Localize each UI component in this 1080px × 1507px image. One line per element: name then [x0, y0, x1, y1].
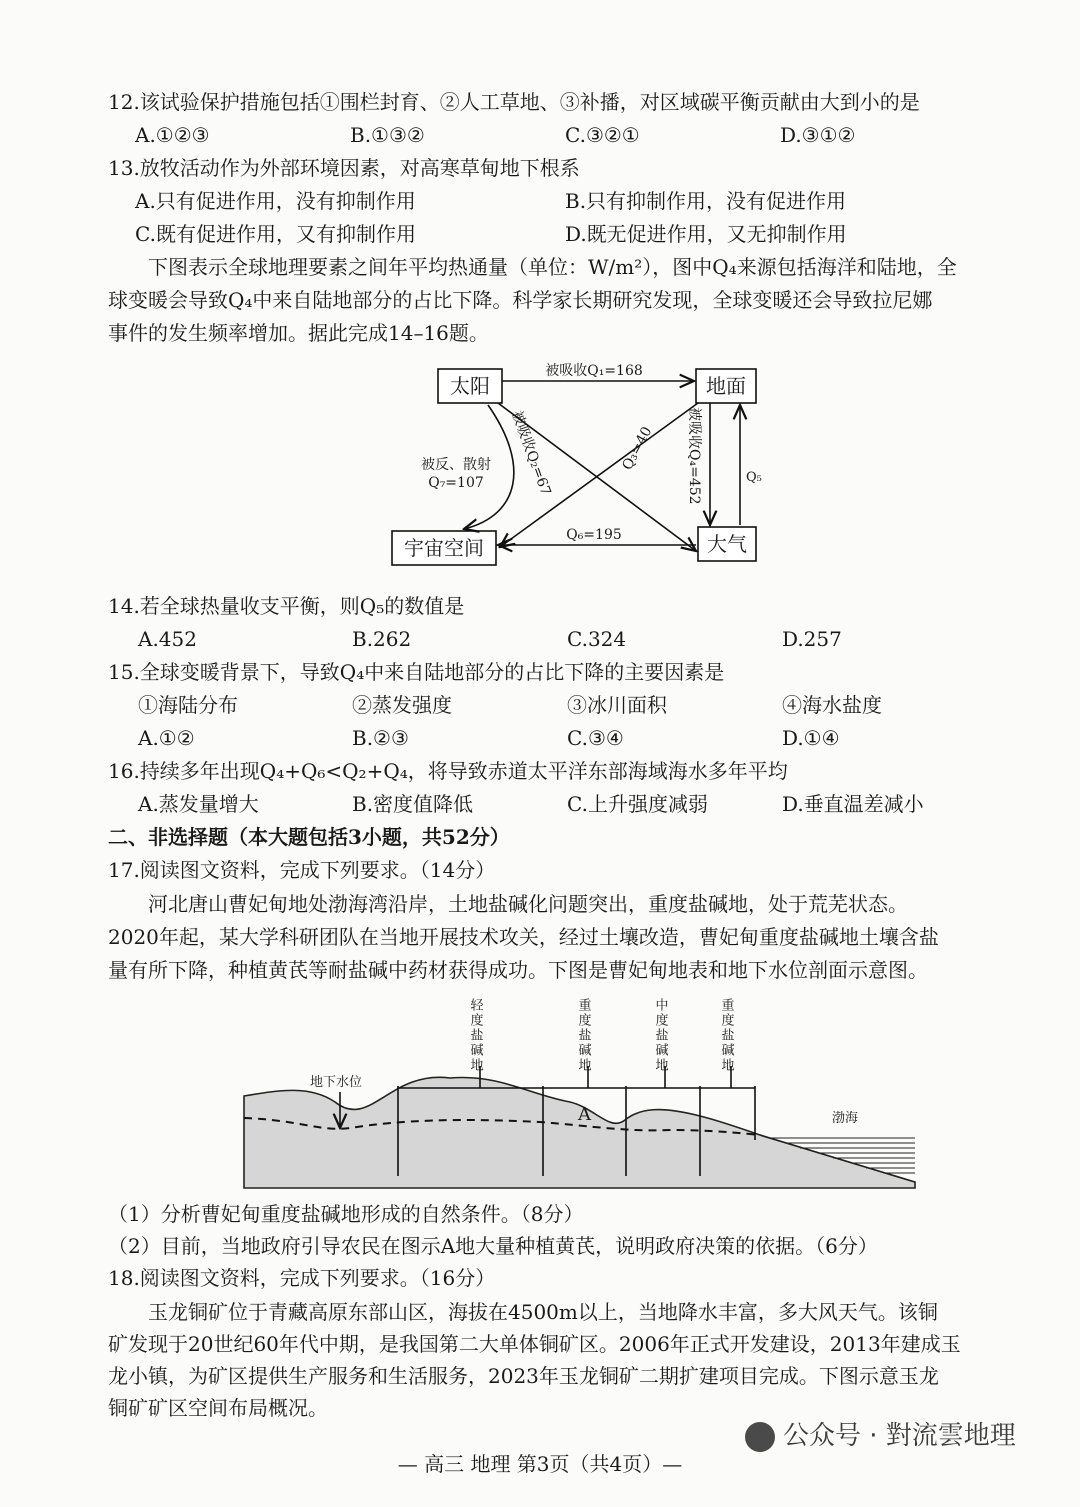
ground-label: 地面 [706, 374, 746, 398]
q18-para-2: 矿发现于20世纪60年代中期，是我国第二大单体铜矿区。2006年正式开发建设，2013年建成玉 [108, 1332, 961, 1356]
q13-option-c: C.既有促进作用，又有抑制作用 [135, 222, 416, 246]
q17-para-2: 2020年起，某大学科研团队在当地开展技术攻关，经过土壤改造，曹妃甸重度盐碱地土壤含盐 [108, 925, 939, 949]
q16-option-c: C.上升强度减弱 [567, 792, 708, 816]
intro-line-1: 下图表示全球地理要素之间年平均热通量（单位：W/m²），图中Q₄来源包括海洋和陆地，全 [148, 255, 957, 279]
groundwater-profile-diagram [240, 990, 920, 1190]
q12-option-d: D.③①② [780, 123, 856, 147]
q12-stem: 12.该试验保护措施包括①围栏封育、②人工草地、③补播，对区域碳平衡贡献由大到小的是 [108, 90, 920, 114]
q17-stem: 17.阅读图文资料，完成下列要求。（14分） [108, 858, 496, 882]
q13-option-d: D.既无促进作用，又无抑制作用 [565, 222, 847, 246]
watermark [745, 1415, 1016, 1452]
q15-option-a: A.①② [138, 726, 195, 750]
heat-flux-diagram [380, 355, 780, 575]
q15-factor-2: ②蒸发强度 [352, 693, 452, 717]
section-heading: 二、非选择题（本大题包括3小题，共52分） [108, 825, 510, 849]
q15-factor-4: ④海水盐度 [782, 693, 882, 717]
q3-label: Q₃=40 [619, 424, 656, 473]
q14-option-c: C.324 [567, 627, 627, 651]
q5-label: Q₅ [746, 470, 762, 485]
label-heavy-saline-2: 重度盐碱地 [718, 998, 734, 1073]
q15-factor-1: ①海陆分布 [138, 693, 238, 717]
label-medium-saline: 中度盐碱地 [652, 998, 668, 1073]
q2-label: 被吸收Q₂=67 [508, 408, 554, 498]
q16-option-d: D.垂直温差减小 [782, 792, 924, 816]
q12-option-a: A.①②③ [135, 123, 210, 147]
q17-para-1: 河北唐山曹妃甸地处渤海湾沿岸，土地盐碱化问题突出，重度盐碱地，处于荒芜状态。 [148, 892, 908, 916]
label-light-saline: 轻度盐碱地 [467, 998, 483, 1073]
q16-option-b: B.密度值降低 [352, 792, 474, 816]
q14-stem: 14.若全球热量收支平衡，则Q₅的数值是 [108, 594, 465, 618]
q7-label-line2: Q₇=107 [428, 475, 484, 491]
q12-option-c: C.③②① [565, 123, 640, 147]
q17-sub-2: （2）目前，当地政府引导农民在图示A地大量种植黄芪，说明政府决策的依据。（6分） [108, 1234, 878, 1258]
q13-option-b: B.只有抑制作用，没有促进作用 [565, 189, 847, 213]
q14-option-b: B.262 [352, 627, 412, 651]
sun-label: 太阳 [450, 374, 490, 398]
q1-label: 被吸收Q₁=168 [545, 363, 643, 379]
space-label: 宇宙空间 [404, 536, 484, 560]
q7-label-line1: 被反、散射 [421, 457, 491, 473]
q15-option-d: D.①④ [782, 726, 840, 750]
point-a-label: A [578, 1104, 591, 1125]
q13-stem: 13.放牧活动作为外部环境因素，对高寒草甸地下根系 [108, 156, 580, 180]
page-footer: — 高三 地理 第3页（共4页）— [397, 1452, 683, 1476]
q16-stem: 16.持续多年出现Q₄+Q₆<Q₂+Q₄，将导致赤道太平洋东部海域海水多年平均 [108, 759, 788, 783]
q18-stem: 18.阅读图文资料，完成下列要求。（16分） [108, 1266, 496, 1290]
q13-option-a: A.只有促进作用，没有抑制作用 [135, 189, 416, 213]
atmosphere-label: 大气 [707, 532, 747, 556]
label-heavy-saline-1: 重度盐碱地 [575, 998, 591, 1073]
q17-para-3: 量有所下降，种植黄芪等耐盐碱中药材获得成功。下图是曹妃甸地表和地下水位剖面示意图。 [108, 958, 928, 982]
q15-factor-3: ③冰川面积 [567, 693, 667, 717]
q14-option-d: D.257 [782, 627, 842, 651]
wechat-logo-icon [745, 1422, 775, 1452]
q14-option-a: A.452 [138, 627, 197, 651]
q15-stem: 15.全球变暖背景下，导致Q₄中来自陆地部分的占比下降的主要因素是 [108, 660, 725, 684]
q15-option-c: C.③④ [567, 726, 624, 750]
q16-option-a: A.蒸发量增大 [138, 792, 259, 816]
q15-option-b: B.②③ [352, 726, 409, 750]
q17-sub-1: （1）分析曹妃甸重度盐碱地形成的自然条件。（8分） [108, 1202, 584, 1226]
watermark-text: 公众号 · 對流雲地理 [783, 1421, 1016, 1451]
q18-para-3: 龙小镇，为矿区提供生产服务和生活服务，2023年玉龙铜矿二期扩建项目完成。下图示意玉龙 [108, 1364, 939, 1388]
intro-line-2: 球变暖会导致Q₄中来自陆地部分的占比下降。科学家长期研究发现，全球变暖还会导致拉尼娜 [108, 288, 933, 312]
q4-label: 被吸收Q₄=452 [686, 407, 702, 505]
groundwater-label: 地下水位 [310, 1075, 363, 1090]
q6-label: Q₆=195 [566, 527, 622, 543]
q18-para-1: 玉龙铜矿位于青藏高原东部山区，海拔在4500m以上，当地降水丰富，多大风天气。该铜 [148, 1300, 938, 1324]
ground-surface [244, 1077, 915, 1188]
q12-option-b: B.①③② [350, 123, 425, 147]
intro-line-3: 事件的发生频率增加。据此完成14–16题。 [108, 321, 489, 345]
q18-para-4: 铜矿矿区空间布局概况。 [108, 1396, 328, 1420]
sea-label: 渤海 [832, 1111, 859, 1126]
